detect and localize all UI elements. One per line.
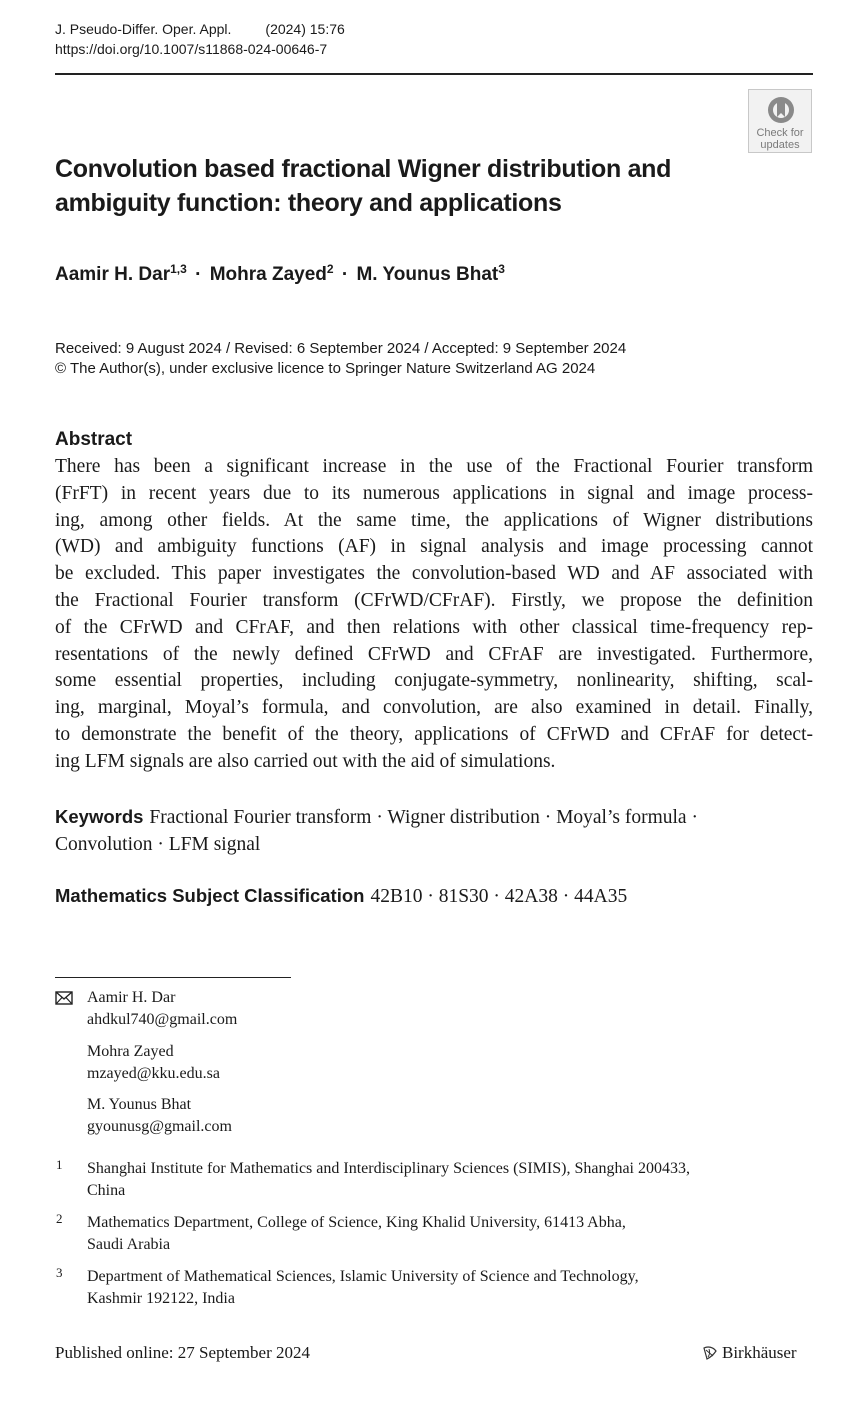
- author-separator: ·: [195, 264, 202, 285]
- abstract-line: ing, among other fields. At the same time, the applications of Wigner distributions: [55, 509, 813, 531]
- author-affiliation-mark: 2: [326, 262, 334, 276]
- contact-email[interactable]: gyounusg@gmail.com: [87, 1118, 232, 1135]
- history-dates: Received: 9 August 2024 / Revised: 6 September 2024 / Accepted: 9 September 2024: [55, 340, 627, 357]
- keywords-line: Fractional Fourier transform · Wigner distribution · Moyal’s formula ·: [149, 807, 698, 828]
- abstract-line: some essential properties, including conjugate-symmetry, nonlinearity, shifting, scal-: [55, 670, 813, 692]
- affiliation: [87, 1266, 787, 1310]
- abstract-line: be excluded. This paper investigates the convolution-based WD and AF associated with: [55, 563, 813, 585]
- contact-name: M. Younus Bhat: [87, 1096, 192, 1113]
- contact-email[interactable]: ahdkul740@gmail.com: [87, 1011, 238, 1028]
- abstract-line: (FrFT) in recent years due to its numerous applications in signal and image process-: [55, 482, 813, 504]
- author-affiliation-mark: 3: [498, 262, 505, 276]
- doi-link[interactable]: https://doi.org/10.1007/s11868-024-00646-7: [55, 41, 328, 57]
- title-line: ambiguity function: theory and applications: [55, 189, 562, 217]
- header-rule: [55, 73, 813, 75]
- check-for-updates-line1: Check for: [756, 127, 804, 139]
- affiliation-line: Kashmir 192122, India: [87, 1290, 235, 1307]
- contact-name: Mohra Zayed: [87, 1043, 174, 1060]
- affiliation-number: 2: [56, 1211, 63, 1226]
- journal-volume: (2024) 15:76: [265, 21, 345, 37]
- affiliation: [87, 1212, 787, 1256]
- author-name: Mohra Zayed: [209, 264, 327, 285]
- affiliation-line: Shanghai Institute for Mathematics and Interdisciplinary Sciences (SIMIS), Shanghai 200433,: [87, 1160, 690, 1177]
- contact-entry: [87, 987, 237, 1031]
- keywords-block: [55, 803, 815, 858]
- check-for-updates-icon: [766, 95, 796, 125]
- affiliation-line: Mathematics Department, College of Science, King Khalid University, 61413 Abha,: [87, 1214, 626, 1231]
- abstract-line: ing, marginal, Moyal’s formula, and convolution, are also examined in detail. Finally,: [55, 697, 813, 719]
- publisher-mark: [702, 1342, 797, 1364]
- abstract-heading: Abstract: [55, 429, 133, 450]
- affiliation: [87, 1158, 787, 1202]
- abstract-body: [55, 454, 813, 776]
- contact-entry: [87, 1041, 220, 1085]
- abstract-line: ing LFM signals are also carried out with the aid of simulations.: [55, 750, 556, 772]
- affiliation-number: 3: [56, 1265, 63, 1280]
- contact-name: Aamir H. Dar: [87, 989, 176, 1006]
- msc-block: [55, 882, 627, 910]
- copyright-notice: © The Author(s), under exclusive licence to Springer Nature Switzerland AG 2024: [55, 360, 596, 377]
- abstract-line: There has been a significant increase in the use of the Fractional Fourier transform: [55, 456, 813, 477]
- affiliation-line: Saudi Arabia: [87, 1236, 171, 1253]
- abstract-line: of the CFrWD and CFrAF, and then relations with other classical time-frequency rep-: [55, 616, 813, 638]
- keywords-label: Keywords: [55, 806, 144, 827]
- author-name: Aamir H. Dar: [55, 264, 171, 285]
- title-line: Convolution based fractional Wigner distribution and: [55, 155, 672, 183]
- birkhauser-logo-icon: [702, 1345, 718, 1361]
- msc-label: Mathematics Subject Classification: [55, 885, 365, 906]
- abstract-line: (WD) and ambiguity functions (AF) in signal analysis and image processing cannot: [55, 536, 813, 558]
- abstract-line: the Fractional Fourier transform (CFrWD/CFrAF). Firstly, we propose the definition: [55, 589, 813, 611]
- journal-name: J. Pseudo-Differ. Oper. Appl.: [55, 21, 232, 37]
- check-for-updates-line2: updates: [760, 139, 800, 151]
- abstract-line: resentations of the newly defined CFrWD and CFrAF are investigated. Furthermore,: [55, 643, 813, 665]
- footnote-rule: [55, 977, 291, 978]
- published-online-date: Published online: 27 September 2024: [55, 1343, 310, 1362]
- affiliation-line: Department of Mathematical Sciences, Islamic University of Science and Technology,: [87, 1268, 639, 1285]
- contact-email[interactable]: mzayed@kku.edu.sa: [87, 1065, 220, 1082]
- paper-title: [55, 152, 735, 220]
- journal-citation: [55, 20, 345, 38]
- publisher-name: Birkhäuser: [722, 1343, 797, 1362]
- contact-entry: [87, 1094, 232, 1138]
- author-separator: ·: [341, 264, 349, 285]
- affiliation-line: China: [87, 1182, 126, 1199]
- check-for-updates-badge[interactable]: [748, 89, 812, 153]
- affiliation-number: 1: [56, 1157, 63, 1172]
- author-name: M. Younus Bhat: [356, 264, 499, 285]
- author-affiliation-mark: 1,3: [170, 262, 187, 276]
- msc-codes: 42B10 · 81S30 · 42A38 · 44A35: [370, 886, 628, 907]
- abstract-line: to demonstrate the benefit of the theory, applications of CFrWD and CFrAF for detect-: [55, 723, 813, 745]
- author-list: [55, 256, 505, 288]
- keywords-line: Convolution · LFM signal: [55, 834, 261, 855]
- envelope-icon: [55, 991, 73, 1005]
